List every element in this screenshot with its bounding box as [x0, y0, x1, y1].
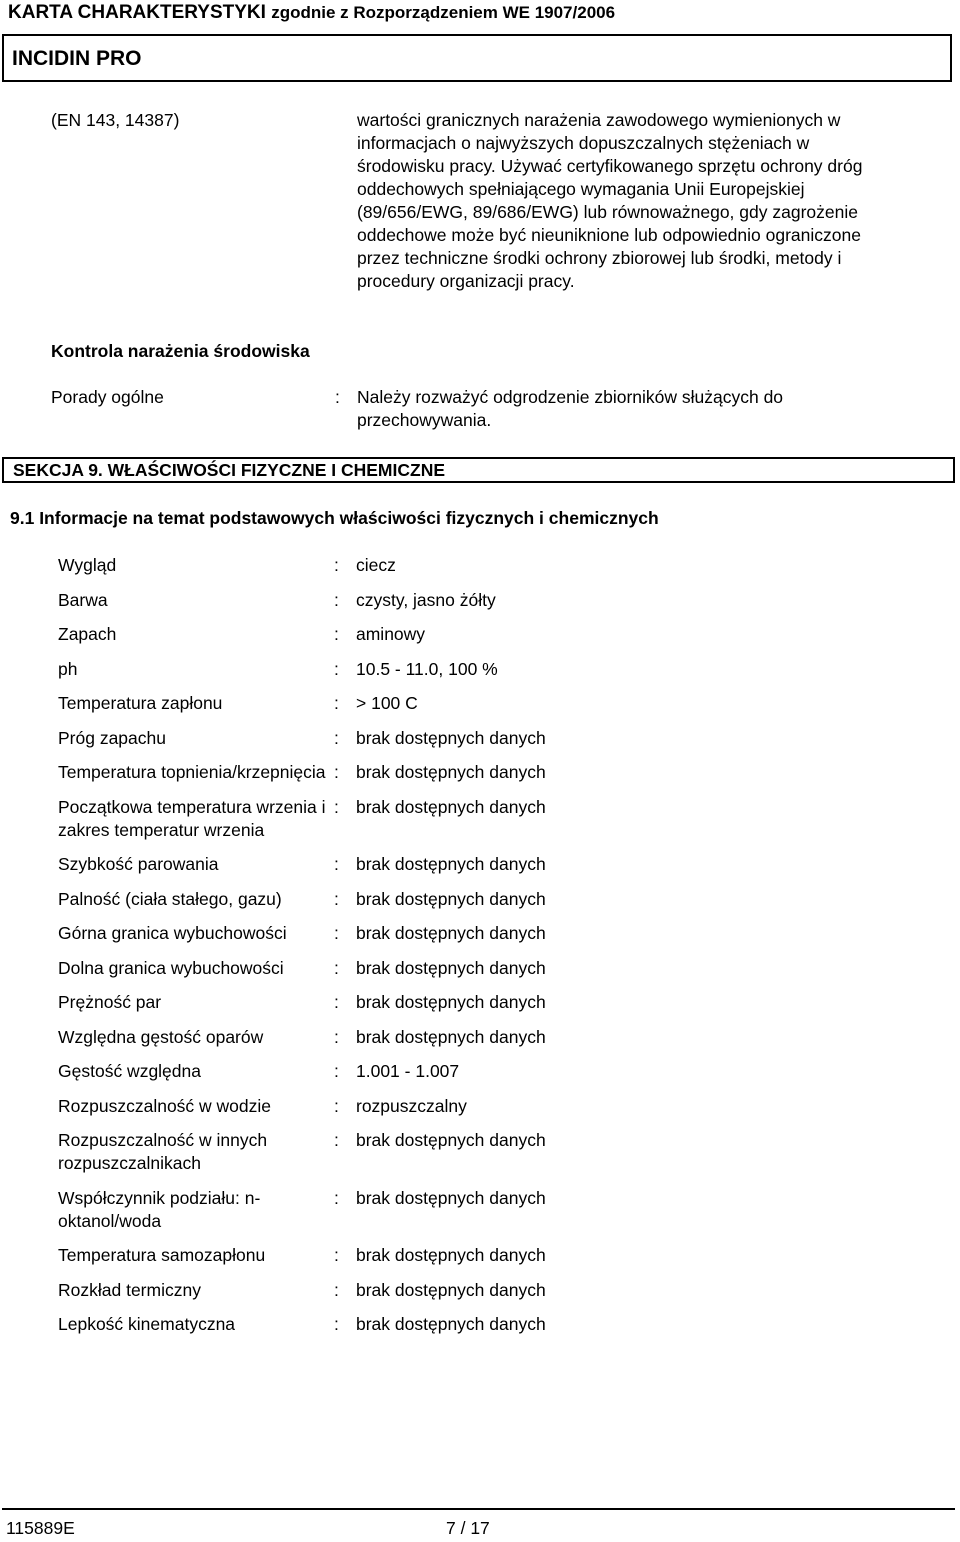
- property-colon: :: [334, 854, 339, 874]
- section-9-title-box: [2, 457, 955, 483]
- property-value: 10.5 - 11.0, 100 %: [356, 658, 498, 679]
- property-colon: :: [334, 992, 339, 1012]
- property-row: [58, 888, 938, 911]
- property-value: rozpuszczalny: [356, 1095, 467, 1116]
- property-row: [58, 761, 938, 784]
- property-value: brak dostępnych danych: [356, 1187, 546, 1208]
- property-value: brak dostępnych danych: [356, 1314, 546, 1334]
- property-label: Względna gęstość oparów: [58, 1026, 264, 1047]
- env-control-value: [357, 386, 947, 432]
- property-value: brak dostępnych danych: [356, 854, 546, 874]
- property-colon: :: [334, 1245, 339, 1265]
- property-colon: :: [334, 888, 339, 909]
- property-row: [58, 658, 938, 681]
- env-control-label: Porady ogólne: [51, 387, 164, 407]
- env-control-heading: Kontrola narażenia środowiska: [51, 341, 310, 361]
- property-label: Zapach: [58, 624, 117, 644]
- property-row: [58, 1187, 938, 1233]
- property-colon: :: [334, 693, 339, 713]
- property-row: [58, 1026, 938, 1049]
- property-row: [58, 796, 938, 842]
- product-name: INCIDIN PRO: [12, 47, 142, 70]
- standard-label: (EN 143, 14387): [51, 110, 180, 130]
- property-value: brak dostępnych danych: [356, 1130, 546, 1150]
- properties-table: [58, 554, 938, 1348]
- property-row: [58, 554, 938, 577]
- document-header-title: [8, 2, 615, 24]
- footer-divider: [2, 1508, 955, 1510]
- property-value: czysty, jasno żółty: [356, 589, 496, 610]
- section-9-title: SEKCJA 9. WŁAŚCIWOŚCI FIZYCZNE I CHEMICZNE: [13, 460, 446, 480]
- property-label: Lepkość kinematyczna: [58, 1314, 236, 1334]
- property-row: [58, 727, 938, 750]
- text-line: (89/656/EWG, 89/686/EWG) lub równoważnego, gdy zagrożenie: [357, 202, 858, 222]
- property-label: Rozkład termiczny: [58, 1279, 201, 1300]
- property-colon: :: [334, 1279, 339, 1300]
- property-row: [58, 589, 938, 612]
- property-row: [58, 692, 938, 715]
- property-colon: :: [334, 1095, 339, 1116]
- property-colon: :: [334, 727, 339, 748]
- property-value: brak dostępnych danych: [356, 762, 546, 782]
- property-value: ciecz: [356, 555, 396, 575]
- property-label: Temperatura samozapłonu: [58, 1245, 266, 1265]
- property-value: brak dostępnych danych: [356, 957, 546, 978]
- property-label: Szybkość parowania: [58, 854, 219, 874]
- property-colon: :: [334, 1187, 339, 1208]
- header-title: KARTA CHARAKTERYSTYKI: [8, 2, 266, 23]
- property-label: Wygląd: [58, 555, 117, 575]
- property-colon: :: [334, 762, 339, 782]
- property-colon: :: [334, 624, 339, 644]
- property-value: 1.001 - 1.007: [356, 1061, 460, 1081]
- property-row: [58, 853, 938, 876]
- property-colon: :: [334, 555, 339, 575]
- property-row: [58, 1129, 938, 1175]
- text-line: informacjach o najwyższych dopuszczalnych stężeniach w: [357, 133, 810, 153]
- property-colon: :: [334, 923, 339, 943]
- property-value: brak dostępnych danych: [356, 1245, 546, 1265]
- text-line: oddechowe może być nieuniknione lub odpowiednio ograniczone: [357, 225, 861, 245]
- header-subtitle: zgodnie z Rozporządzeniem WE 1907/2006: [271, 3, 616, 22]
- property-colon: :: [334, 796, 339, 817]
- property-label: Próg zapachu: [58, 727, 166, 748]
- property-row: [58, 1279, 938, 1302]
- property-label: Górna granica wybuchowości: [58, 923, 287, 943]
- property-row: [58, 1060, 938, 1083]
- property-label: Barwa: [58, 589, 108, 610]
- property-label: Rozpuszczalność w innych rozpuszczalnikach: [58, 1130, 268, 1173]
- property-value: brak dostępnych danych: [356, 992, 546, 1012]
- respiratory-protection-text: [357, 109, 947, 293]
- property-label: Współczynnik podziału: n-oktanol/woda: [58, 1187, 261, 1231]
- text-line: procedury organizacji pracy.: [357, 271, 575, 291]
- property-value: brak dostępnych danych: [356, 1026, 546, 1047]
- property-row: [58, 1095, 938, 1118]
- property-colon: :: [334, 658, 339, 679]
- text-line: oddechowych spełniającego wymagania Unii Europejskiej: [357, 179, 805, 199]
- property-row: [58, 957, 938, 980]
- text-line: wartości granicznych narażenia zawodowego wymienionych w: [357, 110, 841, 130]
- property-label: Temperatura topnienia/krzepnięcia: [58, 762, 326, 782]
- text-line: przez techniczne środki ochrony zbiorowej lub środki, metody i: [357, 248, 842, 268]
- property-value: brak dostępnych danych: [356, 1279, 546, 1300]
- property-value: brak dostępnych danych: [356, 923, 546, 943]
- property-row: [58, 1313, 938, 1336]
- property-label: Gęstość względna: [58, 1061, 201, 1081]
- text-line: Należy rozważyć odgrodzenie zbiorników służących do: [357, 387, 784, 407]
- footer-document-id: 115889E: [6, 1518, 75, 1538]
- text-line: środowisku pracy. Używać certyfikowanego sprzętu ochrony dróg: [357, 156, 863, 176]
- property-label: Dolna granica wybuchowości: [58, 957, 284, 978]
- property-label: Palność (ciała stałego, gazu): [58, 888, 282, 909]
- property-colon: :: [334, 1026, 339, 1047]
- property-value: > 100 C: [356, 693, 418, 713]
- property-value: brak dostępnych danych: [356, 888, 546, 909]
- property-colon: :: [334, 1130, 339, 1150]
- property-row: [58, 623, 938, 646]
- property-value: aminowy: [356, 624, 426, 644]
- property-label: Temperatura zapłonu: [58, 693, 223, 713]
- property-row: [58, 991, 938, 1014]
- product-name-box: [2, 34, 952, 82]
- property-label: ph: [58, 658, 78, 679]
- property-value: brak dostępnych danych: [356, 727, 546, 748]
- property-label: Prężność par: [58, 992, 162, 1012]
- property-value: brak dostępnych danych: [356, 796, 546, 817]
- property-row: [58, 922, 938, 945]
- section-9-1-heading: 9.1 Informacje na temat podstawowych właściwości fizycznych i chemicznych: [10, 508, 659, 528]
- property-row: [58, 1244, 938, 1267]
- property-colon: :: [334, 957, 339, 978]
- property-colon: :: [334, 1061, 339, 1081]
- property-colon: :: [334, 1314, 339, 1334]
- property-label: Rozpuszczalność w wodzie: [58, 1095, 272, 1116]
- property-colon: :: [334, 589, 339, 610]
- text-line: przechowywania.: [357, 410, 492, 430]
- footer-page-number: 7 / 17: [446, 1518, 490, 1538]
- property-label: Początkowa temperatura wrzenia i zakres temperatur wrzenia: [58, 796, 326, 840]
- env-control-colon: :: [335, 387, 340, 407]
